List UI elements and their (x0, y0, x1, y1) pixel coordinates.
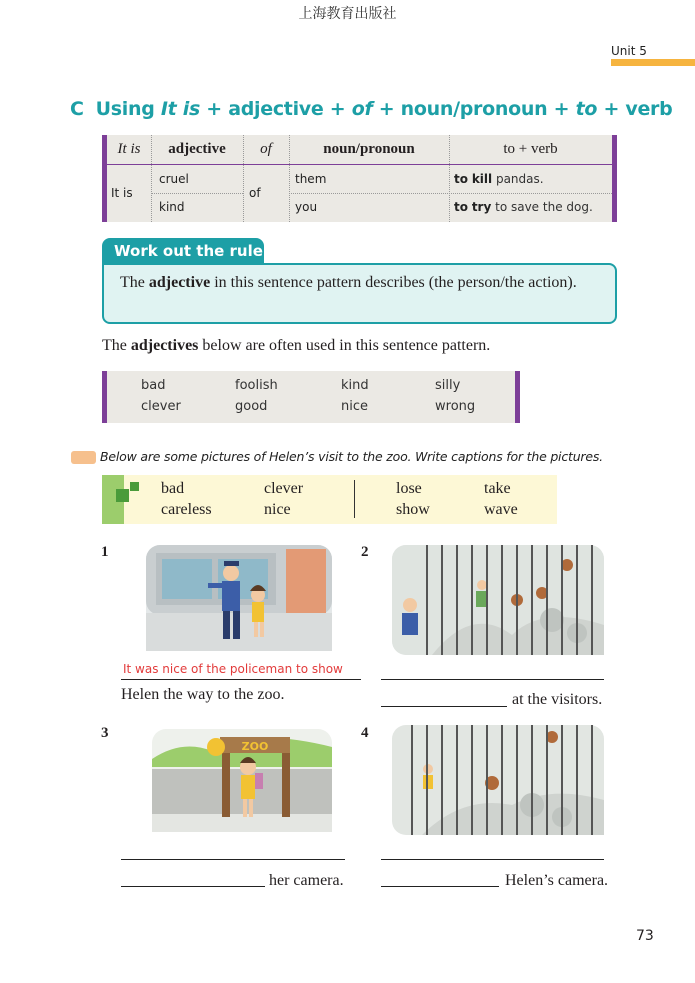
exercise-number: 4 (361, 725, 369, 741)
section-title (70, 98, 672, 120)
unit-label: Unit 5 (611, 44, 647, 58)
adjective-word: bad (141, 378, 166, 393)
table-divider (449, 135, 450, 222)
title-part: + adjective + (199, 98, 352, 120)
sample-answer: It was nice of the policeman to show (123, 662, 343, 676)
answer-line[interactable] (121, 859, 345, 860)
table-header-it-is: It is (117, 141, 141, 157)
picture-monkeys-visitors (392, 545, 604, 655)
title-part-italic: of (351, 98, 373, 120)
table-row-divider (289, 193, 612, 194)
adjectives-box (102, 371, 520, 423)
adjectives-intro: The adjectives below are often used in this sentence pattern. (102, 337, 491, 354)
grammar-pattern-table (102, 135, 617, 222)
page-number: 73 (636, 928, 654, 944)
picture-monkey-camera (392, 725, 604, 835)
monkey-cage-illustration (392, 545, 604, 655)
word-box-adjective: nice (264, 501, 291, 518)
table-cell-adjective: cruel (159, 172, 189, 186)
picture-zoo-gate (152, 729, 332, 832)
caption-tail: Helen the way to the zoo. (121, 686, 285, 703)
table-header-to-verb (449, 135, 612, 164)
table-cell-to-verb: to try to save the dog. (454, 200, 593, 214)
policeman-illustration (146, 545, 332, 651)
adjective-word: clever (141, 399, 181, 414)
section-letter: C (70, 98, 84, 120)
title-part: Using (95, 98, 161, 120)
unit-bar (611, 59, 695, 66)
table-divider (289, 135, 290, 222)
word-box-square (116, 489, 129, 502)
word-box-square (130, 482, 139, 491)
instruction-marker (71, 451, 96, 464)
table-header-noun-pronoun: noun/pronoun (323, 141, 415, 157)
adjective-word: good (235, 399, 268, 414)
word-box-verb: show (396, 501, 430, 518)
adjective-word: silly (435, 378, 461, 393)
monkey-camera-illustration (392, 725, 604, 835)
publisher-header: 上海教育出版社 (298, 6, 397, 22)
table-header-of: of (260, 141, 272, 157)
word-box-adjective: bad (161, 480, 185, 497)
title-part-italic: It is (160, 98, 200, 120)
picture-policeman-helen (146, 545, 332, 651)
answer-line[interactable] (381, 886, 499, 887)
caption-tail: at the visitors. (512, 691, 603, 708)
word-box-adjective: clever (264, 480, 304, 497)
caption-tail: Helen’s camera. (505, 872, 609, 889)
exercise-number: 2 (361, 544, 369, 560)
exercise-number: 3 (101, 725, 109, 741)
adjective-word: kind (341, 378, 369, 393)
caption-tail: her camera. (269, 872, 344, 889)
rule-bold-word: adjective (148, 274, 211, 291)
word-box-divider (354, 480, 355, 518)
title-part: + verb (597, 98, 673, 120)
header-to-verb-text: to + verb (503, 141, 558, 157)
adjective-word: nice (341, 399, 368, 414)
word-box-adjective: careless (161, 501, 212, 518)
table-cell-noun: them (295, 172, 327, 186)
answer-line[interactable] (381, 706, 507, 707)
table-cell-adjective: kind (159, 200, 185, 214)
table-divider (151, 135, 152, 222)
word-box-verb: wave (484, 501, 518, 518)
exercise-instruction: Below are some pictures of Helen’s visit to the zoo. Write captions for the pictures. (100, 449, 603, 464)
answer-line[interactable] (121, 679, 361, 680)
rule-tab-label: Work out the rule (102, 238, 264, 264)
answer-line[interactable] (381, 679, 604, 680)
table-header-adjective: adjective (168, 141, 226, 157)
table-header-rule (107, 164, 612, 165)
table-cell-of: of (249, 186, 261, 200)
title-part: + noun/pronoun + (372, 98, 576, 120)
exercise-number: 1 (101, 544, 109, 560)
table-row-divider (151, 193, 243, 194)
rule-box: The adjective in this sentence pattern describes (the person/the action). (102, 263, 617, 324)
zoo-gate-illustration (152, 729, 332, 832)
adjective-word: wrong (435, 399, 476, 414)
answer-line[interactable] (381, 859, 604, 860)
answer-line[interactable] (121, 886, 265, 887)
table-divider (243, 135, 244, 222)
word-box-verb: lose (396, 480, 422, 497)
title-part-italic: to (575, 98, 598, 120)
adjective-word: foolish (235, 378, 278, 393)
zoo-sign-text: ZOO (241, 740, 269, 753)
word-box-verb: take (484, 480, 511, 497)
table-cell-subject: It is (111, 186, 133, 200)
table-cell-to-verb: to kill pandas. (454, 172, 544, 186)
table-cell-noun: you (295, 200, 318, 214)
